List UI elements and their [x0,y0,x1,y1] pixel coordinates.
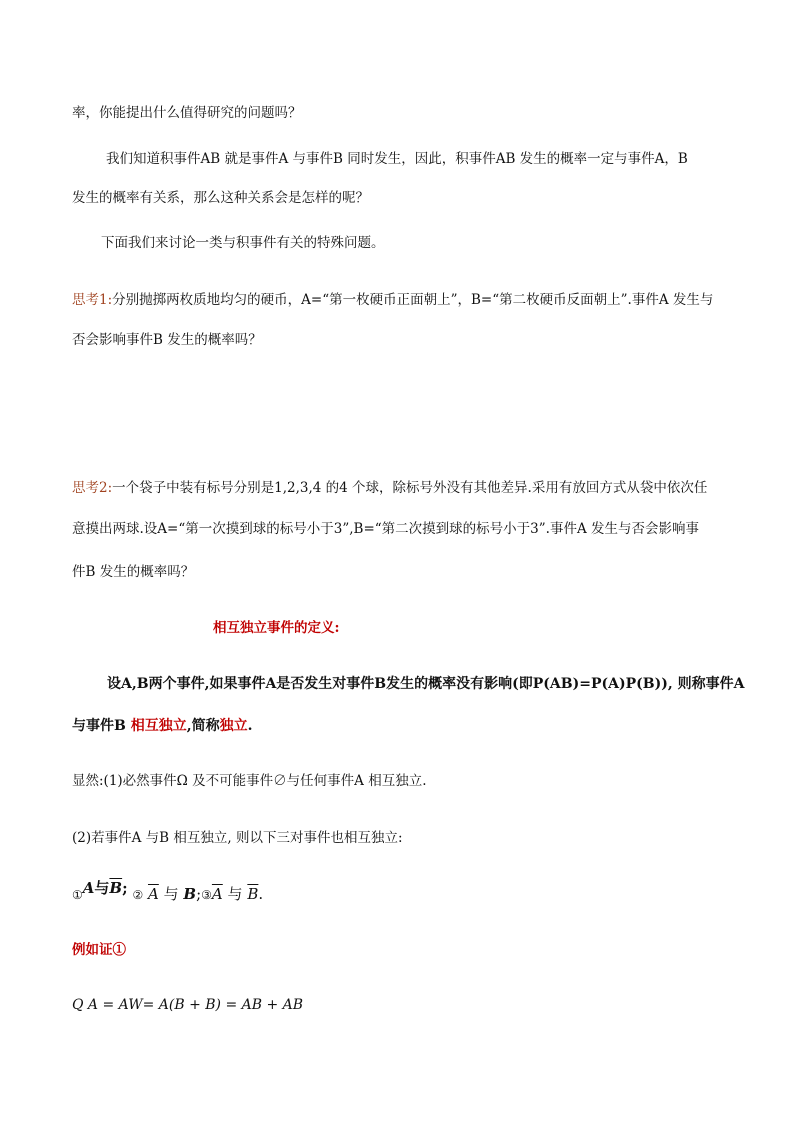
obvious-statement: 显然:(1)必然事件Ω 及不可能事件∅与任何事件A 相互独立. [72,773,427,789]
pair-1-yu: 与 [94,879,110,897]
definition-line2-prefix: 与事件B [72,718,131,734]
proof-formula: Q A = AW= A(B + B) = AB + AB [72,997,304,1013]
definition-end: . [247,718,253,734]
pair-2-number: ② [132,888,144,902]
think2-line1 [72,478,707,498]
independent-pairs [72,879,264,905]
think2-label: 思考2: [72,480,113,496]
paragraph-special-problem: 下面我们来讨论一类与积事件有关的特殊问题。 [101,235,385,251]
pair-2-sep: ; [196,885,202,903]
think2-text1: 一个袋子中装有标号分别是1,2,3,4 的4 个球，除标号外没有其他差异.采用有放回方式从袋中依次任 [112,480,708,496]
pair-3-yu: 与 [227,885,243,903]
think2-line2: 意摸出两球.设A=“第一次摸到球的标号小于3”,B=“第二次摸到球的标号小于3”.事件A 发生与否会影响事 [72,521,699,537]
term-mutually-independent: 相互独立 [130,718,187,734]
pair-1-number: ① [72,888,83,902]
think2-line3: 件B 发生的概率吗？ [72,564,195,580]
pair-3-a: $\overline{A}$ [211,885,223,903]
pair-1-b: $\overline{B}$ [109,879,123,897]
pair-2-b: B [183,885,197,903]
definition-mid: ,简称 [186,718,220,734]
pair-3-b: $\overline{B}$ [247,885,259,903]
paragraph-product-event-2: 发生的概率有关系，那么这种关系会是怎样的呢？ [72,190,369,206]
pair-2-a: $\overline{A}$ [147,885,159,903]
pair-3-number: ③ [201,888,212,902]
term-independent: 独立 [219,718,248,734]
paragraph-product-event-1: 我们知道积事件AB 就是事件A 与事件B 同时发生，因此，积事件AB 发生的概率一定与事件A，B [106,151,688,167]
think1-line2: 否会影响事件B 发生的概率吗？ [72,332,262,348]
definition-line1: 设A,B两个事件,如果事件A是否发生对事件B发生的概率没有影响(即P(AB)=P(A)P(B)), 则称事件A [107,676,745,692]
property-2: (2)若事件A 与B 相互独立, 则以下三对事件也相互独立: [72,830,403,846]
pair-1-a: A [82,879,95,897]
think1-label: 思考1: [72,292,113,308]
proof-label: 例如证① [72,942,126,958]
think1-text1: 分别抛掷两枚质地均匀的硬币，A=“第一枚硬币正面朝上”，B=“第二枚硬币反面朝上”.事件A 发生与 [112,292,714,308]
pair-end: . [258,885,264,903]
definition-heading: 相互独立事件的定义: [213,620,340,636]
pair-2-yu: 与 [163,885,179,903]
pair-1-sep: ; [122,879,128,897]
paragraph-intro-end: 率，你能提出什么值得研究的问题吗？ [72,105,302,121]
definition-line2 [72,716,252,736]
think1-line1 [72,290,713,310]
